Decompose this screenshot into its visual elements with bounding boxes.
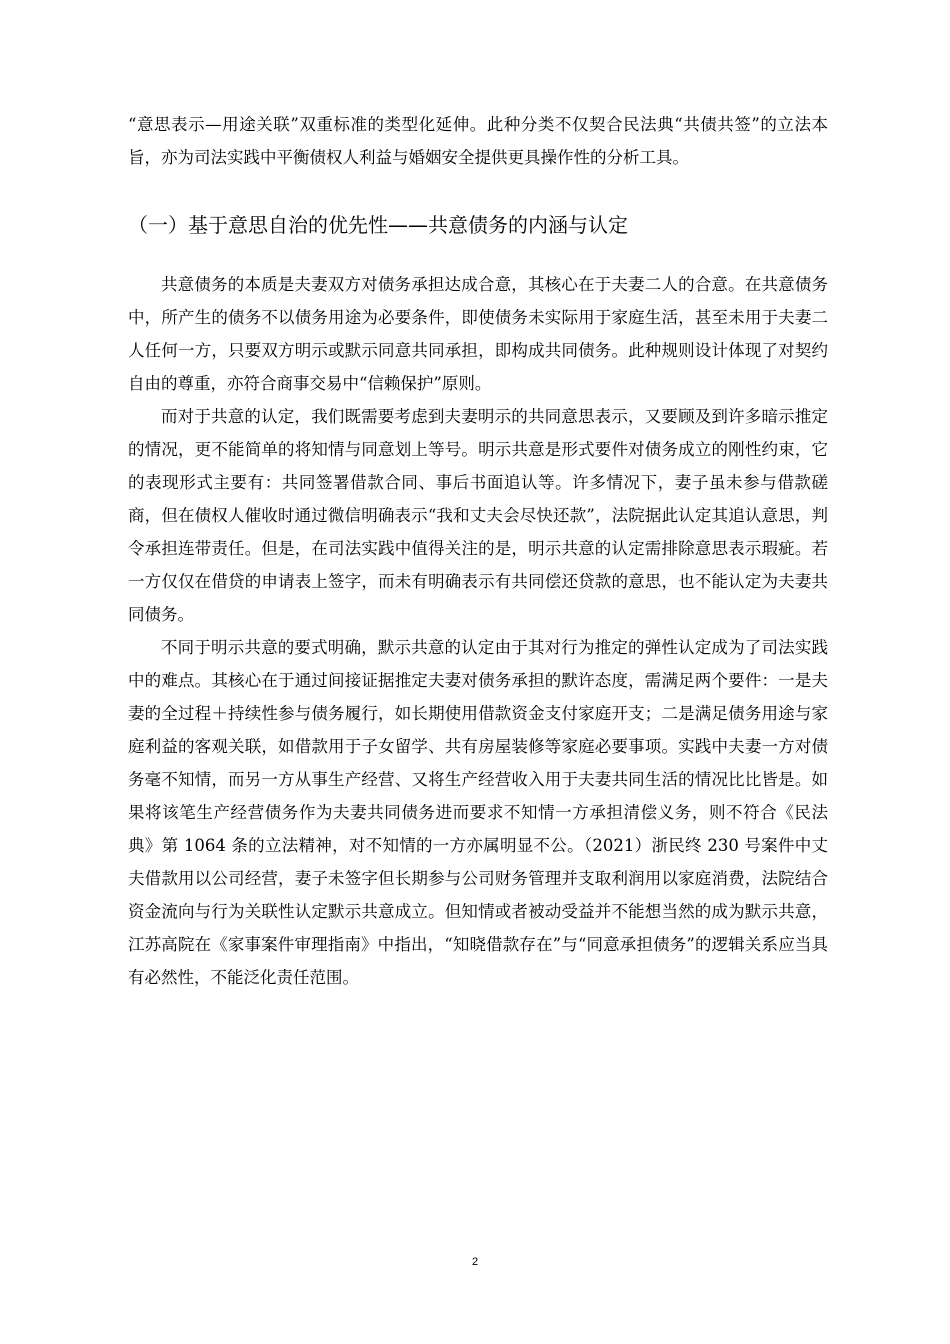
document-body — [128, 108, 828, 994]
intro-paragraph: “意思表示—用途关联”双重标准的类型化延伸。此种分类不仅契合民法典“共债共签”的立法本旨，亦为司法实践中平衡债权人利益与婚姻安全提供更具操作性的分析工具。 — [128, 115, 828, 167]
section-heading: （一）基于意思自治的优先性——共意债务的内涵与认定 — [128, 213, 628, 237]
body-paragraph: 不同于明示共意的要式明确，默示共意的认定由于其对行为推定的弹性认定成为了司法实践中的难点。其核心在于通过间接证据推定夫妻对债务承担的默许态度，需满足两个要件：一是夫妻的全过程＋持续性参与债务履行，如长期使用借款资金支付家庭开支；二是满足债务用途与家庭利益的客观关联，如借款用于子女留学、共有房屋装修等家庭必要事项。实践中夫妻一方对债务毫不知情，而另一方从事生产经营、又将生产经营收入用于夫妻共同生活的情况比比皆是。如果将该笔生产经营债务作为夫妻共同债务进而要求不知情一方承担清偿义务，则不符合《民法典》第 1064 条的立法精神，对不知情的一方亦属明显不公。（2021）浙民终 230 号案件中丈夫借款用以公司经营，妻子未签字但长期参与公司财务管理并支取利润用以家庭消费，法院结合资金流向与行为关联性认定默示共意成立。但知情或者被动受益并不能想当然的成为默示共意，江苏高院在《家事案件审理指南》中指出，“知晓借款存在”与“同意承担债务”的逻辑关系应当具有必然性，不能泛化责任范围。 — [128, 638, 828, 987]
body-paragraph: 共意债务的本质是夫妻双方对债务承担达成合意，其核心在于夫妻二人的合意。在共意债务中，所产生的债务不以债务用途为必要条件，即使债务未实际用于家庭生活，甚至未用于夫妻二人任何一方，只要双方明示或默示同意共同承担，即构成共同债务。此种规则设计体现了对契约自由的尊重，亦符合商事交易中“信赖保护”原则。 — [128, 275, 828, 393]
page-number: 2 — [471, 1256, 479, 1268]
body-paragraph: 而对于共意的认定，我们既需要考虑到夫妻明示的共同意思表示，又要顾及到许多暗示推定的情况，更不能简单的将知情与同意划上等号。明示共意是形式要件对债务成立的刚性约束，它的表现形式主要有：共同签署借款合同、事后书面追认等。许多情况下，妻子虽未参与借款磋商，但在债权人催收时通过微信明确表示“我和丈夫会尽快还款”，法院据此认定其追认意思，判令承担连带责任。但是，在司法实践中值得关注的是，明示共意的认定需排除意思表示瑕疵。若一方仅仅在借贷的申请表上签字，而未有明确表示有共同偿还贷款的意思，也不能认定为夫妻共同债务。 — [128, 407, 828, 624]
